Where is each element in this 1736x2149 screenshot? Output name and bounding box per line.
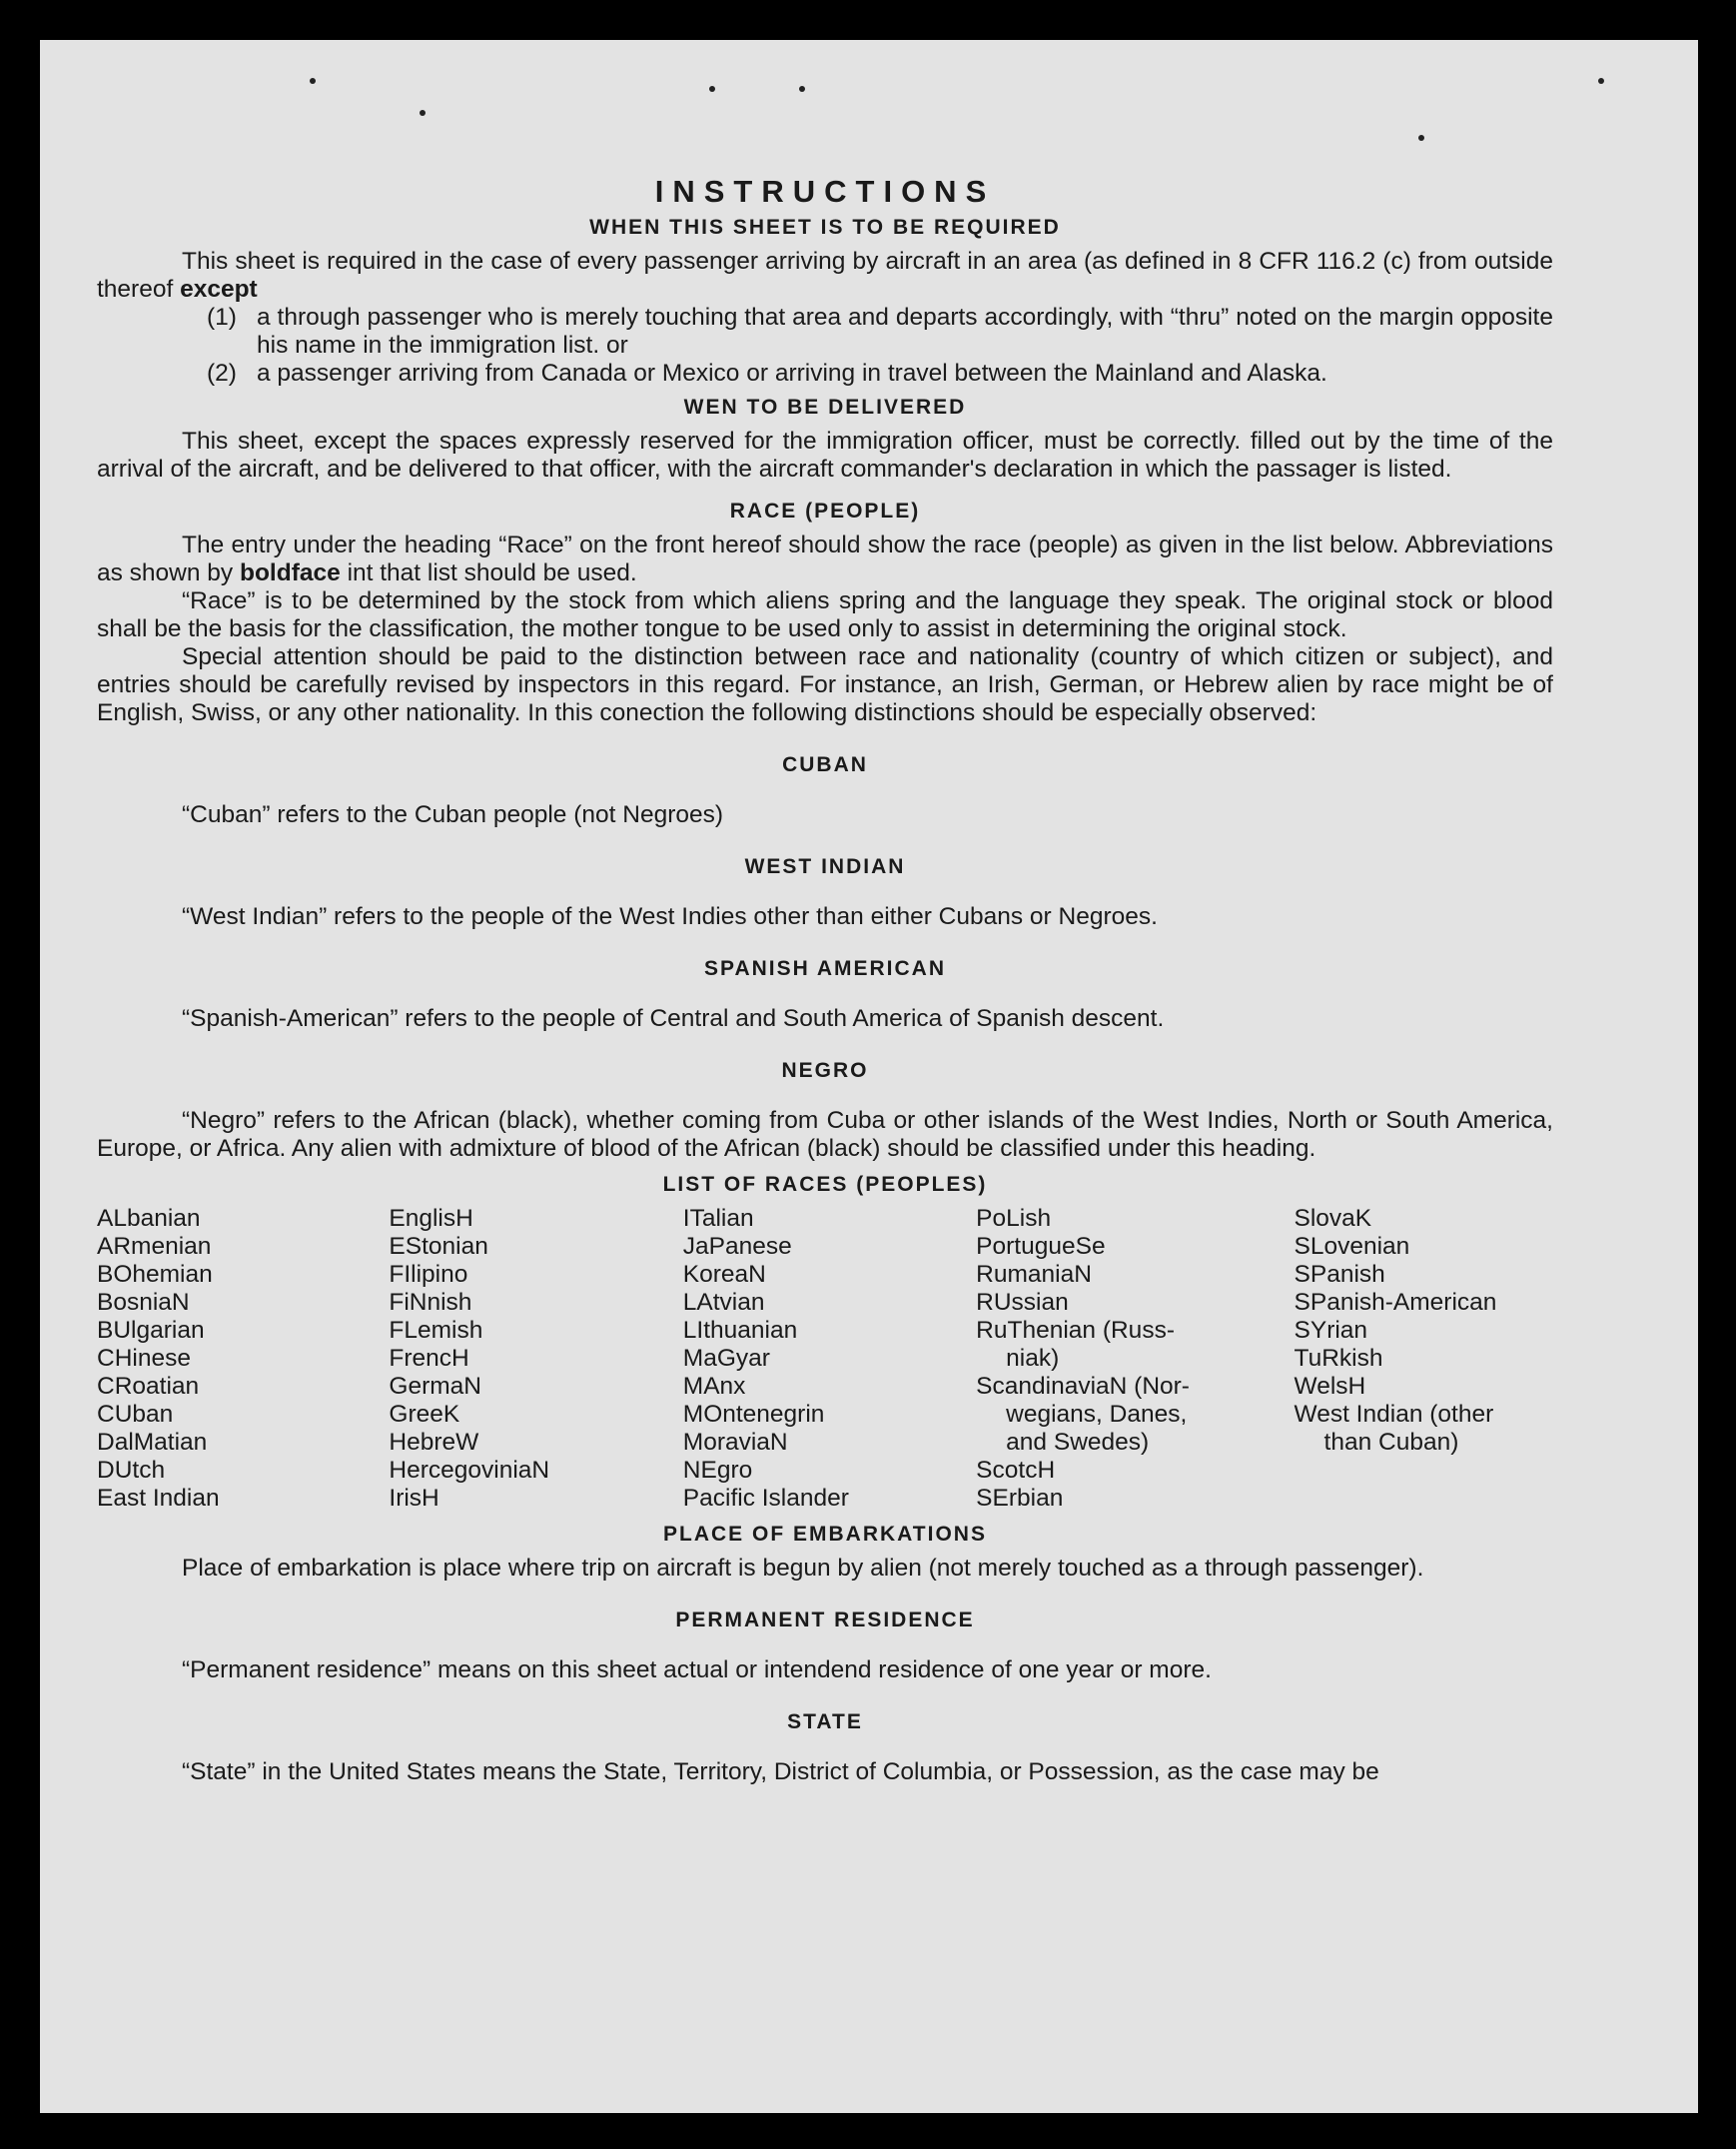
race-item-continued: than Cuban): [1323, 1429, 1459, 1456]
race-item: PoLish: [976, 1205, 1052, 1232]
exception-item: (1) a through passenger who is merely touching that area and departs accordingly, with “thru” noted on the margin opposite his name in the immigration list. or: [207, 304, 1553, 359]
race-item: SYrian: [1294, 1317, 1368, 1344]
race-item: MAnx: [682, 1373, 746, 1400]
race-item: RUssian: [976, 1289, 1069, 1316]
speck: [799, 86, 805, 92]
heading-spanish-american: SPANISH AMERICAN: [703, 957, 946, 980]
races-column: [683, 1205, 976, 1513]
race-item: TuRkish: [1294, 1345, 1383, 1372]
race-item: CHinese: [97, 1345, 191, 1372]
race-item: FIlipino: [389, 1261, 468, 1288]
race-item: MaGyar: [682, 1345, 770, 1372]
race-item: MOntenegrin: [682, 1401, 825, 1428]
race-item: GermaN: [389, 1373, 481, 1400]
race-p3: Special attention should be paid to the distinction between race and nationality (country of which citizen or subject), and entries should be carefully revised by inspectors in this regard. For instance, an Irish, German, or Hebrew alien by race might be of English, Swiss, or any other nationality. In this conection the following distinctions should be especially observed:: [97, 643, 1553, 726]
race-item: East Indian: [97, 1485, 220, 1512]
race-item: PortugueSe: [976, 1233, 1106, 1260]
race-p2: “Race” is to be determined by the stock from which aliens spring and the language they speak. The original stock or blood shall be the basis for the classification, the mother tongue to be used only to assist in determining the original stock.: [97, 587, 1553, 642]
speck: [420, 110, 426, 116]
race-item: Pacific Islander: [682, 1485, 849, 1512]
race-item: NEgro: [682, 1457, 753, 1484]
except-bold: except: [180, 276, 258, 303]
race-item: GreeK: [389, 1401, 460, 1428]
race-item: DUtch: [97, 1457, 166, 1484]
race-item: IrisH: [389, 1485, 439, 1512]
race-item: ARmenian: [97, 1233, 212, 1260]
race-item: RumaniaN: [976, 1261, 1092, 1288]
speck: [1598, 78, 1604, 84]
race-item: CRoatian: [97, 1373, 200, 1400]
heading-west-indian: WEST INDIAN: [744, 855, 906, 878]
spanish-american-text: “Spanish-American” refers to the people of Central and South America of Spanish descent.: [182, 1005, 1165, 1032]
document-title: INSTRUCTIONS: [654, 174, 996, 209]
race-item-continued: and Swedes): [1006, 1429, 1150, 1456]
exception-list: [97, 304, 1553, 388]
races-column: [389, 1205, 682, 1513]
race-item: BUlgarian: [97, 1317, 205, 1344]
race-item-continued: wegians, Danes,: [1006, 1401, 1188, 1428]
race-item: FrencH: [389, 1345, 469, 1372]
race-item: WelsH: [1294, 1373, 1366, 1400]
exception-item: (2) a passenger arriving from Canada or Mexico or arriving in travel between the Mainland and Alaska.: [207, 360, 1327, 387]
race-item: FLemish: [389, 1317, 483, 1344]
state-text: “State” in the United States means the State, Territory, District of Columbia, or Possession, as the case may be: [182, 1758, 1379, 1785]
race-item: BOhemian: [97, 1261, 213, 1288]
races-list: [97, 1205, 1553, 1513]
race-item-continued: niak): [1006, 1345, 1060, 1372]
west-indian-text: “West Indian” refers to the people of the West Indies other than either Cubans or Negroes.: [182, 903, 1158, 930]
race-item: RuThenian (Russ-: [976, 1317, 1175, 1344]
race-item: SPanish-American: [1294, 1289, 1497, 1316]
race-item: SlovaK: [1294, 1205, 1372, 1232]
race-item: SLovenian: [1294, 1233, 1410, 1260]
race-item: BosniaN: [97, 1289, 190, 1316]
race-item: ScotcH: [976, 1457, 1056, 1484]
races-column: [97, 1205, 389, 1513]
race-item: EnglisH: [389, 1205, 473, 1232]
race-item: ScandinaviaN (Nor-: [976, 1373, 1190, 1400]
heading-state: STATE: [787, 1710, 863, 1733]
heading-race: RACE (PEOPLE): [729, 500, 921, 523]
races-column: [1295, 1205, 1553, 1513]
race-item: SPanish: [1294, 1261, 1385, 1288]
heading-list-of-races: LIST OF RACES (PEOPLES): [662, 1173, 988, 1196]
cuban-text: “Cuban” refers to the Cuban people (not Negroes): [182, 801, 724, 828]
race-item: CUban: [97, 1401, 174, 1428]
race-item: KoreaN: [682, 1261, 766, 1288]
race-item: ITalian: [682, 1205, 754, 1232]
required-intro: This sheet is required in the case of every passenger arriving by aircraft in an area (as defined in 8 CFR 116.2 (c) from outside thereof except: [97, 248, 1553, 303]
negro-text: “Negro” refers to the African (black), whether coming from Cuba or other islands of the West Indies, North or South America, Europe, or Africa. Any alien with admixture of blood of the African (black) should be classified under this heading.: [97, 1107, 1553, 1162]
heading-when-required: WHEN THIS SHEET IS TO BE REQUIRED: [589, 216, 1061, 239]
speck: [1418, 135, 1424, 141]
race-item: EStonian: [389, 1233, 488, 1260]
heading-negro: NEGRO: [781, 1059, 869, 1082]
race-p1: The entry under the heading “Race” on the front hereof should show the race (people) as given in the list below. Abbreviations as shown by boldface int that list should be used.: [97, 532, 1553, 586]
residence-text: “Permanent residence” means on this sheet actual or intendend residence of one year or more.: [182, 1656, 1212, 1683]
race-item: JaPanese: [682, 1233, 792, 1260]
race-item: West Indian (other: [1294, 1401, 1494, 1428]
speck: [709, 86, 715, 92]
speck: [310, 78, 316, 84]
heading-cuban: CUBAN: [782, 753, 868, 776]
heading-embarkation: PLACE OF EMBARKATIONS: [663, 1523, 987, 1546]
race-item: HebreW: [389, 1429, 479, 1456]
race-item: ALbanian: [97, 1205, 201, 1232]
race-item: LAtvian: [682, 1289, 765, 1316]
race-item: FiNnish: [389, 1289, 472, 1316]
heading-permanent-residence: PERMANENT RESIDENCE: [675, 1609, 975, 1631]
race-item: DalMatian: [97, 1429, 208, 1456]
race-item: MoraviaN: [682, 1429, 788, 1456]
delivered-text: This sheet, except the spaces expressly reserved for the immigration officer, must be correctly. filled out by the time of the arrival of the aircraft, and be delivered to that officer, with the aircraft commander's declaration in which the passager is listed.: [97, 428, 1553, 483]
boldface-bold: boldface: [240, 559, 341, 586]
embarkation-text: Place of embarkation is place where trip on aircraft is begun by alien (not merely touched as a through passenger).: [182, 1555, 1424, 1582]
races-column: [976, 1205, 1294, 1513]
instructions-document: [97, 174, 1553, 1786]
race-item: HercegoviniaN: [389, 1457, 550, 1484]
race-item: SErbian: [976, 1485, 1064, 1512]
heading-when-delivered: WEN TO BE DELIVERED: [683, 396, 967, 419]
race-item: LIthuanian: [682, 1317, 798, 1344]
